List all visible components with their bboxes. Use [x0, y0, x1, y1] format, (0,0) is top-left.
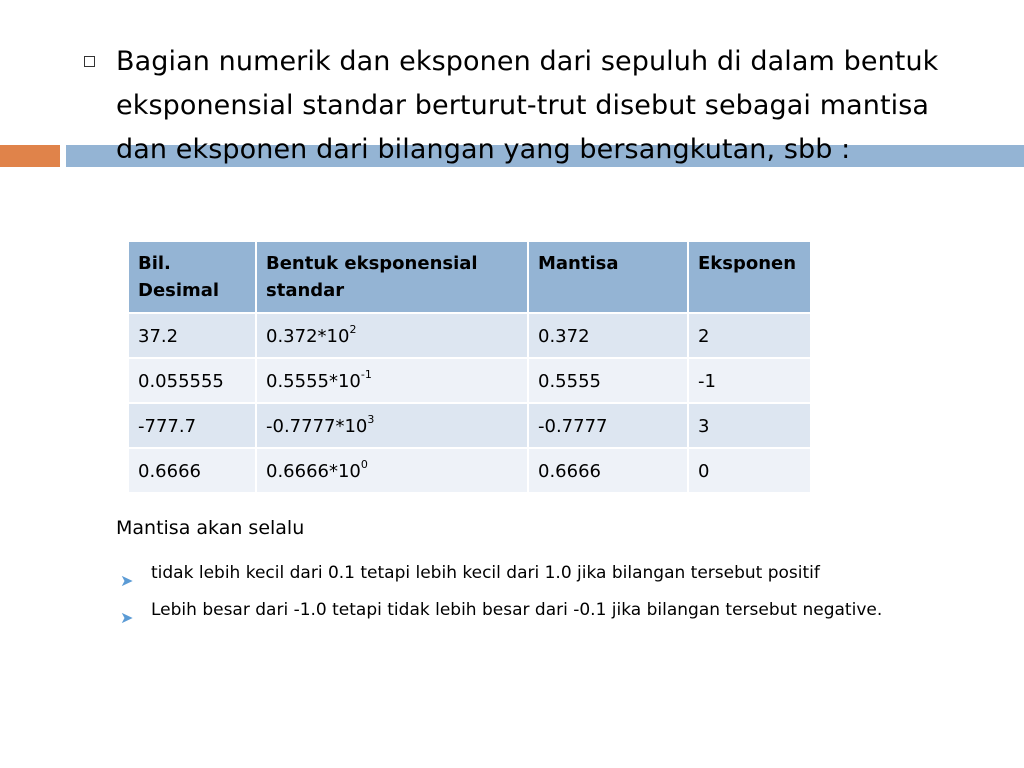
cell-desimal: 37.2: [128, 313, 256, 358]
arrow-right-icon: ➤: [120, 608, 134, 627]
table-row: [128, 358, 811, 403]
table-header-row: [128, 241, 811, 313]
table-row: [128, 448, 811, 493]
cell-bentuk-base: 0.372*10: [266, 326, 350, 347]
cell-eksponen: 3: [688, 403, 811, 448]
header-eksponen: Eksponen: [688, 241, 811, 313]
mantissa-table: [127, 240, 812, 494]
sub-bullet-text: tidak lebih kecil dari 0.1 tetapi lebih kecil dari 1.0 jika bilangan tersebut positif: [151, 563, 820, 583]
cell-bentuk-power: 0: [360, 458, 368, 471]
cell-bentuk-power: 3: [367, 413, 375, 426]
cell-mantisa: 0.5555: [528, 358, 688, 403]
cell-desimal: -777.7: [128, 403, 256, 448]
arrow-right-icon: ➤: [120, 571, 134, 590]
hollow-square-icon: [84, 56, 95, 67]
note-heading: Mantisa akan selalu: [116, 517, 305, 539]
header-mantisa: Mantisa: [528, 241, 688, 313]
accent-bar-orange: [0, 145, 60, 167]
table-row: [128, 403, 811, 448]
cell-bentuk-base: -0.7777*10: [266, 416, 368, 437]
cell-mantisa: 0.372: [528, 313, 688, 358]
header-desimal: Bil. Desimal: [128, 241, 256, 313]
cell-eksponen: 0: [688, 448, 811, 493]
cell-eksponen: -1: [688, 358, 811, 403]
cell-bentuk: [256, 448, 528, 493]
cell-bentuk: [256, 313, 528, 358]
table-row: [128, 313, 811, 358]
sub-bullet-text: Lebih besar dari -1.0 tetapi tidak lebih besar dari -0.1 jika bilangan tersebut negative.: [151, 600, 883, 620]
header-bentuk: Bentuk eksponensial standar: [256, 241, 528, 313]
cell-eksponen: 2: [688, 313, 811, 358]
cell-bentuk: [256, 358, 528, 403]
cell-bentuk-power: 2: [349, 323, 357, 336]
cell-bentuk: [256, 403, 528, 448]
cell-mantisa: 0.6666: [528, 448, 688, 493]
cell-bentuk-base: 0.5555*10: [266, 371, 361, 392]
cell-mantisa: -0.7777: [528, 403, 688, 448]
main-paragraph: Bagian numerik dan eksponen dari sepuluh di dalam bentuk eksponensial standar berturut-trut disebut sebagai mantisa dan eksponen dari bilangan yang bersangkutan, sbb :: [116, 46, 939, 165]
cell-desimal: 0.6666: [128, 448, 256, 493]
cell-desimal: 0.055555: [128, 358, 256, 403]
cell-bentuk-base: 0.6666*10: [266, 461, 361, 482]
cell-bentuk-power: -1: [360, 368, 372, 381]
